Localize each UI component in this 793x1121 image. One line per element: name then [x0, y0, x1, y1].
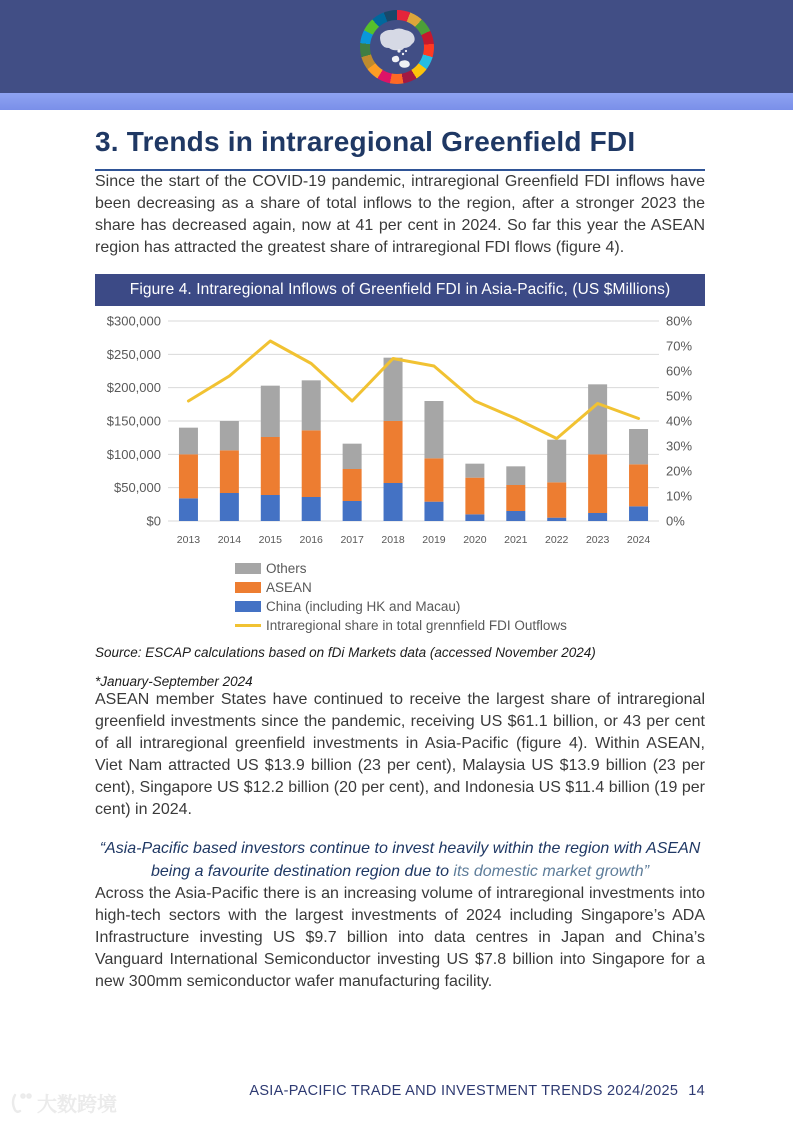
bar-segment: [261, 386, 280, 437]
svg-text:2017: 2017: [340, 534, 364, 546]
svg-text:40%: 40%: [666, 413, 693, 429]
bar-segment: [179, 454, 198, 498]
bar-segment: [547, 482, 566, 517]
figure4-chart: [95, 308, 705, 550]
legend-swatch-icon: [235, 601, 261, 612]
paragraph-hightech: Across the Asia-Pacific there is an increasing volume of intraregional investments into high-tech sectors with the largest investments of 2024 including Singapore’s ADA Infrastructure investing US $9.7 billion into data centres in Japan and China’s Vanguard International Semiconductor investing US $7.8 billion into Singapore for a new 300mm semiconductor wafer manufacturing facility.: [95, 885, 705, 990]
svg-text:2013: 2013: [176, 534, 201, 546]
sdg-wheel-logo-icon: [360, 10, 434, 84]
svg-text:2018: 2018: [381, 534, 405, 546]
pull-quote-main: “Asia-Pacific based investors continue to invest heavily within the region with ASEAN being a favourite destination region due to: [99, 840, 701, 880]
bar-segment: [547, 518, 566, 521]
asia-pacific-map-icon: [360, 10, 434, 84]
bar-segment: [220, 421, 239, 450]
watermark-logo-icon: [8, 1092, 34, 1114]
bar-segment: [424, 458, 443, 501]
figure-title-bar: Figure 4. Intraregional Inflows of Greenfield FDI in Asia-Pacific, (US $Millions): [95, 274, 705, 306]
svg-text:2014: 2014: [217, 534, 242, 546]
bar-segment: [506, 511, 525, 521]
svg-text:60%: 60%: [666, 363, 693, 379]
figure-footnote: *January-September 2024: [95, 674, 253, 689]
page-content: [95, 124, 705, 993]
bar-segment: [343, 501, 362, 521]
bar-segment: [384, 421, 403, 483]
svg-text:70%: 70%: [666, 338, 693, 354]
bar-segment: [302, 497, 321, 521]
pull-quote: [99, 837, 701, 883]
bar-segment: [261, 495, 280, 521]
figure-source: Source: ESCAP calculations based on fDi Markets data (accessed November 2024): [95, 645, 596, 660]
svg-text:$50,000: $50,000: [114, 480, 161, 496]
legend-item: [235, 618, 705, 633]
legend-item: [235, 580, 705, 595]
legend-label: China (including HK and Macau): [266, 599, 461, 614]
svg-text:2024: 2024: [626, 534, 651, 546]
bar-segment: [547, 440, 566, 483]
bar-segment: [220, 493, 239, 521]
svg-text:2015: 2015: [258, 534, 282, 546]
chart-legend: [235, 561, 705, 633]
svg-text:0%: 0%: [666, 513, 685, 529]
bar-segment: [506, 466, 525, 485]
svg-text:$250,000: $250,000: [106, 346, 161, 362]
bar-segment: [302, 380, 321, 430]
legend-swatch-icon: [235, 563, 261, 574]
bar-segment: [465, 464, 484, 478]
legend-label: ASEAN: [266, 580, 312, 595]
paragraph-asean: ASEAN member States have continued to receive the largest share of intraregional greenfield investments since the pandemic, receiving US $61.1 billion, or 43 per cent of all intraregional greenfield investments in Asia-Pacific (figure 4). Within ASEAN, Viet Nam attracted US $13.9 billion (23 per cent), Malaysia US $13.9 billion (23 per cent), Singapore US $12.2 billion (20 per cent), and Indonesia US $11.4 billion (19 per cent) in 2024.: [95, 691, 705, 818]
svg-text:$200,000: $200,000: [106, 380, 161, 396]
legend-swatch-icon: [235, 624, 261, 627]
bar-segment: [465, 478, 484, 515]
svg-text:2019: 2019: [422, 534, 446, 546]
bar-segment: [465, 514, 484, 521]
pull-quote-highlight: its domestic market growth”: [453, 863, 650, 880]
header-band: [0, 0, 793, 93]
share-line: [188, 341, 638, 439]
bar-segment: [261, 437, 280, 495]
footer-report-title: ASIA-PACIFIC TRADE AND INVESTMENT TRENDS 2024/2025: [249, 1083, 679, 1099]
svg-text:2020: 2020: [463, 534, 487, 546]
bar-segment: [220, 450, 239, 493]
bar-segment: [629, 429, 648, 464]
bar-segment: [343, 469, 362, 501]
bar-segment: [424, 502, 443, 521]
bar-segment: [588, 454, 607, 513]
bar-segment: [179, 498, 198, 521]
bar-segment: [629, 506, 648, 521]
page-title: 3. Trends in intraregional Greenfield FDI: [95, 126, 636, 157]
svg-text:10%: 10%: [666, 488, 693, 504]
bar-segment: [384, 483, 403, 521]
figure4-chart-wrap: [95, 308, 705, 555]
chart-gridlines: [168, 321, 659, 521]
legend-item: [235, 599, 705, 614]
bar-segment: [424, 401, 443, 458]
svg-text:$100,000: $100,000: [106, 446, 161, 462]
bar-segment: [302, 430, 321, 497]
svg-text:$0: $0: [146, 513, 161, 529]
bar-segment: [588, 513, 607, 521]
watermark: [8, 1088, 117, 1117]
svg-text:2021: 2021: [504, 534, 528, 546]
bar-segment: [506, 485, 525, 511]
paragraph-intro: Since the start of the COVID-19 pandemic, intraregional Greenfield FDI inflows have been decreasing as a share of total inflows to the region, after a stronger 2023 the share has decreased again, now at 41 per cent in 2024. So far this year the ASEAN region has attracted the greatest share of intraregional FDI flows (figure 4).: [95, 173, 705, 256]
bar-segment: [629, 464, 648, 506]
legend-label: Intraregional share in total grennfield FDI Outflows: [266, 618, 567, 633]
stacked-bars: [179, 358, 648, 521]
page-footer: [249, 1083, 705, 1099]
svg-text:2022: 2022: [545, 534, 569, 546]
accent-band: [0, 93, 793, 110]
svg-text:80%: 80%: [666, 313, 693, 329]
svg-text:20%: 20%: [666, 463, 693, 479]
legend-item: [235, 561, 705, 576]
bar-segment: [343, 444, 362, 469]
svg-text:$150,000: $150,000: [106, 413, 161, 429]
svg-text:$300,000: $300,000: [106, 313, 161, 329]
legend-label: Others: [266, 561, 307, 576]
page-number: 14: [688, 1083, 705, 1099]
svg-text:30%: 30%: [666, 438, 693, 454]
svg-text:2023: 2023: [585, 534, 610, 546]
legend-swatch-icon: [235, 582, 261, 593]
bar-segment: [588, 384, 607, 454]
watermark-text: 大数跨境: [37, 1094, 117, 1116]
svg-text:2016: 2016: [299, 534, 323, 546]
svg-text:50%: 50%: [666, 388, 693, 404]
bar-segment: [179, 428, 198, 455]
